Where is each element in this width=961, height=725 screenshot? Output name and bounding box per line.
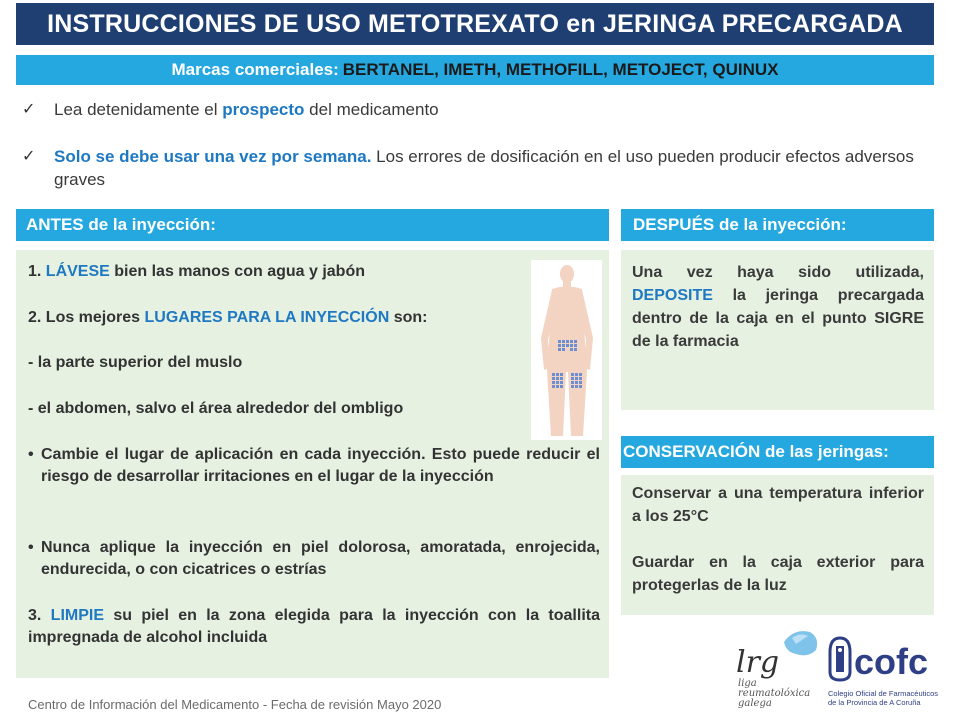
cofc-line2: de la Provincia de A Coruña (828, 698, 921, 707)
cofc-mark: cofc (854, 641, 929, 682)
bullet-mark: • (28, 446, 34, 463)
site-thigh: - la parte superior del muslo (28, 354, 243, 371)
note1-pre: Lea detenidamente el (54, 100, 223, 119)
note1-post: del medicamento (304, 100, 439, 119)
note2-highlight: Solo se debe usar una vez por semana. (54, 147, 372, 166)
site-abdomen: - el abdomen, salvo el área alrededor del ombligo (28, 400, 404, 417)
check-icon: ✓ (22, 148, 36, 165)
bullet-skin-condition: • Nunca aplique la inyección en piel dolorosa, amoratada, enrojecida, endurecida, o con cicatrices o estrías (28, 539, 600, 578)
lrg-line1: liga (738, 678, 757, 689)
page-title: INSTRUCCIONES DE USO METOTREXATO en JERINGA PRECARGADA (16, 3, 934, 45)
step-wash-hands: 1. LÁVESE bien las manos con agua y jabón (28, 263, 365, 280)
step-injection-sites: 2. Los mejores LUGARES PARA LA INYECCIÓN son: (28, 309, 428, 326)
note1-highlight: prospecto (222, 100, 305, 119)
conservacion-light: Guardar en la caja exterior para protegerlas de la luz (632, 554, 924, 594)
note-weekly-use (22, 145, 934, 191)
despues-header: DESPUÉS de la inyección: (621, 209, 934, 241)
conservacion-header: CONSERVACIÓN de las jeringas: (621, 436, 934, 468)
injection-sites-figure (531, 260, 602, 440)
body-back-icon (531, 260, 602, 440)
brands-list: BERTANEL, IMETH, METHOFILL, METOJECT, QUINUX (342, 60, 779, 79)
antes-header: ANTES de la inyección: (16, 209, 609, 241)
brands-label: Marcas comerciales: (171, 60, 339, 79)
step-clean-skin: 3. LIMPIE su piel en la zona elegida para la inyección con la toallita impregnada de alcohol incluida (28, 607, 600, 646)
note-prospecto (22, 98, 922, 121)
check-icon: ✓ (22, 101, 36, 118)
bullet-rotate-site: • Cambie el lugar de aplicación en cada inyección. Esto puede reducir el riesgo de desarrollar irritaciones en el lugar de la inyección (28, 446, 600, 485)
lrg-logo (734, 628, 820, 708)
despues-text: Una vez haya sido utilizada, DEPOSITE la jeringa precargada dentro de la caja en el punto SIGRE de la farmacia (632, 264, 924, 350)
lrg-line2: reumatolóxica (738, 688, 811, 699)
note2-post: Los errores de dosificación en el uso pueden producir efectos adversos graves (54, 147, 914, 189)
cofc-logo (826, 632, 946, 710)
conservacion-temperature: Conservar a una temperatura inferior a los 25°C (632, 485, 924, 525)
lrg-mark: lrg (736, 645, 780, 680)
cofc-line1: Colegio Oficial de Farmacéuticos (828, 689, 939, 698)
lrg-line3: galega (738, 698, 772, 708)
footer-text: Centro de Información del Medicamento - Fecha de revisión Mayo 2020 (28, 697, 442, 712)
bullet-mark: • (28, 539, 34, 556)
brands-banner (16, 55, 934, 85)
